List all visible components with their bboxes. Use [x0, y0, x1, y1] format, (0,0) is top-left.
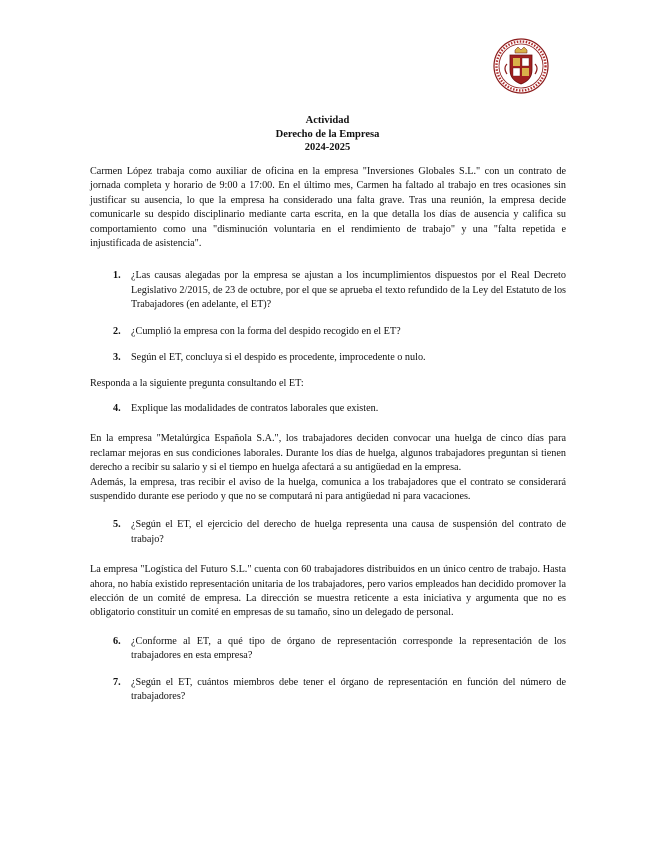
case-2-paragraph-continued: Además, la empresa, tras recibir el aviso de la huelga, comunica a los trabajadores que el contrato se considerará suspendido durante ese periodo y que no se computará ni para antigüedad ni para vacaciones. [90, 476, 566, 502]
question-item [90, 635, 566, 664]
question-list-1 [90, 269, 566, 365]
question-item [90, 269, 566, 312]
question-number: 5. [113, 519, 121, 531]
question-number: 2. [113, 325, 121, 337]
instruction-text: Responda a la siguiente pregunta consultando el ET: [90, 378, 304, 390]
question-item [90, 518, 566, 547]
header-year: 2024-2025 [304, 142, 351, 153]
question-number: 4. [113, 402, 121, 414]
document-body [90, 165, 566, 704]
question-text: ¿Según el ET, cuántos miembros debe tener el órgano de representación en función del número de trabajadores? [131, 676, 566, 702]
question-list-4 [90, 635, 566, 705]
question-text: ¿Conforme al ET, a qué tipo de órgano de representación corresponde la representación de los trabajadores en esta empresa? [131, 635, 566, 662]
question-text: Explique las modalidades de contratos laborales que existen. [131, 402, 379, 414]
question-item [90, 351, 566, 365]
question-text: ¿Cumplió la empresa con la forma del despido recogido en el ET? [131, 325, 401, 337]
question-text: ¿Según el ET, el ejercicio del derecho de huelga representa una causa de suspensión del contrato de trabajo? [131, 519, 566, 545]
question-number: 6. [113, 635, 121, 647]
case-1-paragraph: Carmen López trabaja como auxiliar de oficina en la empresa "Inversiones Globales S.L." con un contrato de jornada completa y horario de 9:00 a 17:00. En el último mes, Carmen ha faltado al trabajo en tres ocasiones sin justificar su ausencia, lo que la empresa ha considerado una falta grave. Tras una reunión, la empresa decide comunicarle su despido disciplinario mediante carta escrita, en la que detalla los días de ausencia y califica su comportamiento como una "disminución voluntaria en el rendimiento de trabajo" y una "falta repetida e injustificada de asistencia". [90, 166, 566, 250]
question-text: ¿Las causas alegadas por la empresa se ajustan a los incumplimientos dispuestos por el Real Decreto Legislativo 2/2015, de 23 de octubre, por el que se aprueba el texto refundido de la Ley del Estatuto de los Trabajadores (en adelante, el ET)? [131, 270, 566, 311]
document-header [0, 114, 655, 155]
header-activity: Actividad [305, 115, 350, 126]
question-list-3 [90, 518, 566, 547]
question-number: 7. [113, 676, 121, 688]
question-item [90, 402, 566, 416]
question-item [90, 325, 566, 339]
question-number: 3. [113, 352, 121, 364]
case-3-paragraph: La empresa "Logística del Futuro S.L." cuenta con 60 trabajadores distribuidos en un único centro de trabajo. Hasta ahora, no había existido representación unitaria de los trabajadores, pero varios empleados han decidido promover la elección de un comité de empresa. La dirección se muestra reticente a esta iniciativa y argumenta que no es obligatorio constituir un comité en empresas de su tamaño, sino un delegado de personal. [90, 564, 566, 619]
question-number: 1. [113, 270, 121, 282]
question-list-2 [90, 402, 566, 416]
question-text: Según el ET, concluya si el despido es procedente, improcedente o nulo. [131, 352, 426, 364]
university-seal-icon [493, 38, 549, 94]
case-2-paragraph: En la empresa "Metalúrgica Española S.A.", los trabajadores deciden convocar una huelga de cinco días para reclamar mejoras en sus condiciones laborales. Durante los días de huelga, algunos trabajadores preguntan si tienen derecho a recibir su salario y si el tiempo en huelga afectará a su antigüedad en la empresa. [90, 433, 566, 474]
header-subject: Derecho de la Empresa [275, 128, 380, 140]
question-item [90, 676, 566, 705]
